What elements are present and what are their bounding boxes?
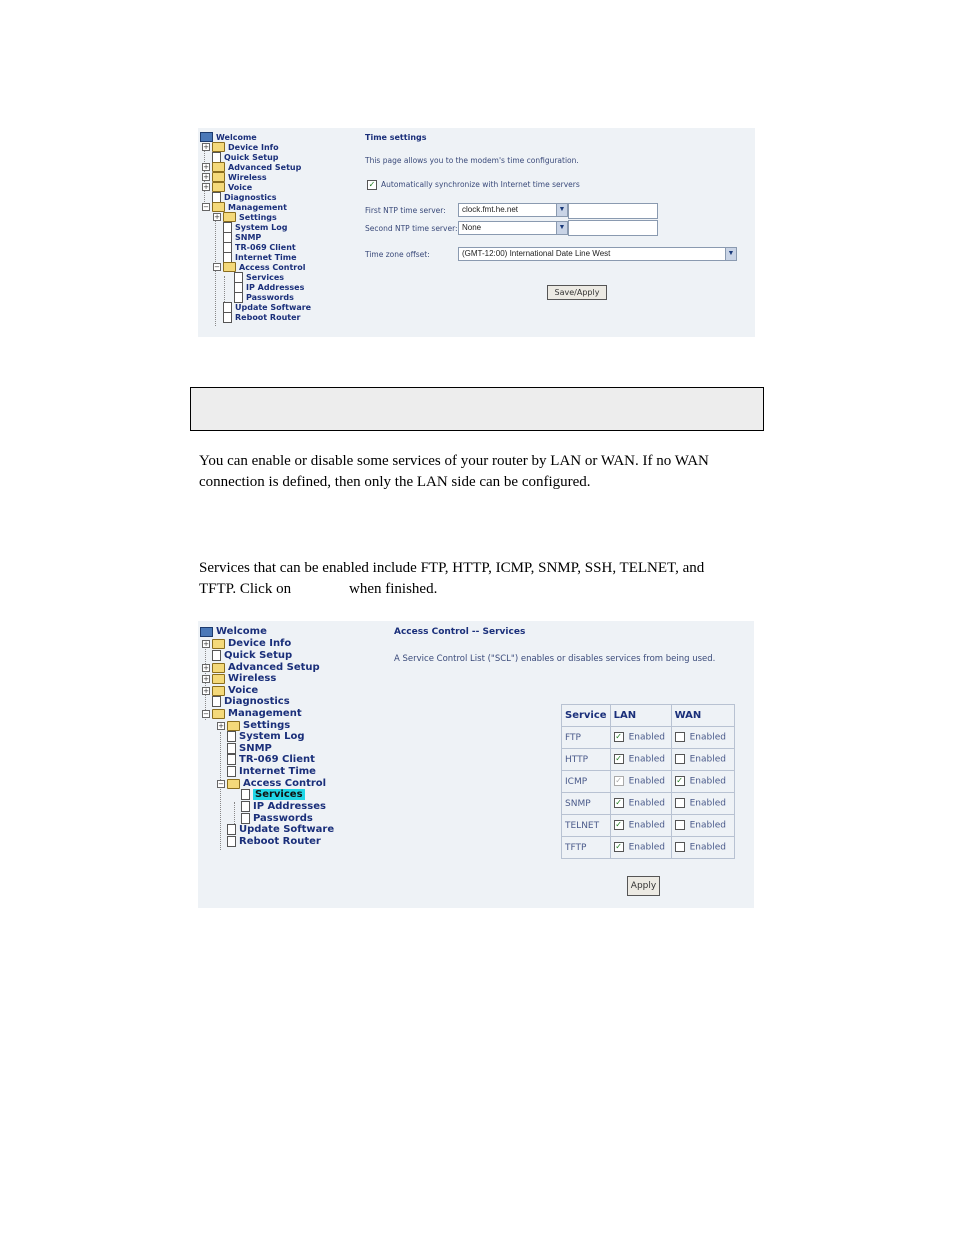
tree-settings[interactable]: + Settings — [218, 720, 291, 731]
tree-wireless[interactable]: + Wireless — [203, 172, 267, 182]
tree-advanced-setup[interactable]: + Advanced Setup — [203, 662, 320, 673]
service-name: ICMP — [562, 771, 611, 793]
open-folder-icon — [223, 262, 236, 272]
collapse-icon[interactable]: − — [218, 779, 224, 788]
timezone-value: (GMT-12:00) International Date Line West — [462, 249, 611, 258]
open-folder-icon — [227, 779, 240, 789]
expand-icon[interactable]: + — [203, 663, 209, 672]
lan-cell — [610, 771, 671, 793]
auto-sync-row[interactable] — [367, 180, 580, 190]
page-icon — [227, 743, 236, 754]
table-row — [562, 815, 735, 837]
tree-device-info[interactable]: + Device Info — [203, 638, 292, 649]
folder-icon — [212, 182, 225, 192]
page-icon — [227, 766, 236, 777]
second-ntp-value: None — [462, 223, 482, 232]
auto-sync-checkbox[interactable]: ✓ — [368, 180, 376, 189]
tree-diagnostics[interactable]: Diagnostics — [202, 696, 290, 707]
enabled-label: Enabled — [628, 732, 665, 743]
expand-icon[interactable]: + — [203, 674, 209, 683]
lan-enabled-checkbox[interactable]: ✓ — [615, 732, 622, 742]
lan-enabled-checkbox[interactable]: ✓ — [615, 798, 622, 808]
expand-icon[interactable]: + — [214, 213, 220, 221]
service-name: TELNET — [562, 815, 611, 837]
wan-cell — [671, 727, 734, 749]
tree-access-control[interactable]: − Access Control — [214, 262, 306, 272]
time-settings-screenshot — [198, 128, 755, 337]
wan-cell — [671, 837, 734, 859]
first-ntp-select[interactable] — [458, 203, 568, 217]
enabled-label: Enabled — [689, 842, 726, 853]
time-settings-title: Time settings — [365, 133, 427, 142]
page-icon — [227, 754, 236, 765]
folder-icon — [212, 142, 225, 152]
enabled-label: Enabled — [628, 776, 665, 787]
wan-cell — [671, 793, 734, 815]
folder-icon — [227, 721, 240, 731]
lan-cell — [610, 815, 671, 837]
expand-icon[interactable]: + — [203, 686, 209, 695]
second-ntp-label: Second NTP time server: — [365, 224, 458, 233]
page-icon — [241, 801, 250, 812]
tree-internet-time[interactable]: Internet Time — [217, 766, 316, 777]
lan-enabled-checkbox[interactable]: ✓ — [615, 842, 622, 852]
tree-welcome[interactable]: Welcome — [200, 132, 257, 142]
tree-diagnostics[interactable]: Diagnostics — [202, 192, 277, 203]
folder-icon — [212, 663, 225, 673]
monitor-icon — [200, 627, 213, 637]
tree-tr069-client[interactable]: TR-069 Client — [217, 754, 315, 765]
tree-system-log[interactable]: System Log — [217, 731, 305, 742]
header-lan: LAN — [610, 705, 671, 727]
header-wan: WAN — [671, 705, 734, 727]
table-row — [562, 771, 735, 793]
tree-welcome[interactable]: Welcome — [200, 626, 267, 637]
page-icon — [212, 650, 221, 661]
page-icon — [241, 789, 250, 800]
services-line-2b: when finished. — [349, 581, 438, 597]
second-ntp-select[interactable] — [458, 221, 568, 235]
tree-snmp[interactable]: SNMP — [217, 743, 272, 754]
tree-passwords[interactable]: Passwords — [231, 813, 313, 824]
service-name: FTP — [562, 727, 611, 749]
wan-enabled-checkbox[interactable] — [675, 820, 685, 830]
service-name: HTTP — [562, 749, 611, 771]
page-icon — [212, 696, 221, 707]
enabled-label: Enabled — [689, 820, 726, 831]
folder-icon — [212, 639, 225, 649]
tree-reboot-router[interactable]: Reboot Router — [213, 312, 300, 323]
enabled-label: Enabled — [628, 820, 665, 831]
time-settings-description: This page allows you to the modem's time configuration. — [365, 156, 579, 165]
tree-advanced-setup[interactable]: + Advanced Setup — [203, 162, 302, 172]
header-service: Service — [562, 705, 611, 727]
wan-enabled-checkbox[interactable] — [675, 798, 685, 808]
enabled-label: Enabled — [689, 776, 726, 787]
collapse-icon[interactable]: − — [203, 203, 209, 211]
folder-icon — [212, 674, 225, 684]
tree-settings[interactable]: + Settings — [214, 212, 277, 222]
tree-quick-setup[interactable]: Quick Setup — [202, 152, 279, 163]
tree-update-software[interactable]: Update Software — [217, 824, 334, 835]
intro-line-1: You can enable or disable some services of your router by LAN or WAN. If no WAN — [199, 453, 709, 469]
expand-icon[interactable]: + — [218, 721, 224, 730]
first-ntp-label: First NTP time server: — [365, 206, 446, 215]
page-icon — [241, 813, 250, 824]
timezone-label: Time zone offset: — [365, 250, 430, 259]
lan-cell — [610, 749, 671, 771]
lan-cell — [610, 793, 671, 815]
tree-voice[interactable]: + Voice — [203, 182, 253, 192]
services-line-2a: TFTP. Click on — [199, 581, 292, 597]
expand-icon[interactable]: + — [203, 639, 209, 648]
chevron-down-icon: ▼ — [556, 204, 567, 216]
services-screenshot — [198, 621, 754, 908]
tree-device-info[interactable]: + Device Info — [203, 142, 279, 152]
services-table — [561, 704, 735, 859]
tree-voice[interactable]: + Voice — [203, 685, 259, 696]
tree-management[interactable]: − Management — [203, 708, 302, 719]
save-apply-button[interactable]: Save/Apply — [547, 285, 607, 300]
wan-enabled-checkbox[interactable] — [675, 842, 685, 852]
tree-ip-addresses[interactable]: IP Addresses — [231, 801, 326, 812]
apply-button[interactable]: Apply — [627, 876, 660, 896]
folder-icon — [212, 172, 225, 182]
folder-icon — [212, 162, 225, 172]
expand-icon[interactable]: + — [203, 143, 209, 151]
wan-enabled-checkbox[interactable] — [675, 732, 685, 742]
tree-snmp[interactable]: SNMP — [213, 232, 261, 243]
services-paragraph — [199, 558, 769, 600]
collapse-icon[interactable]: − — [214, 263, 220, 271]
tree-internet-time[interactable]: Internet Time — [213, 252, 297, 263]
lan-enabled-checkbox[interactable]: ✓ — [615, 754, 622, 764]
auto-sync-label: Automatically synchronize with Internet time servers — [381, 180, 580, 189]
tree-services[interactable] — [231, 789, 305, 800]
tree-access-control[interactable]: − Access Control — [218, 778, 327, 789]
section-heading-box — [190, 387, 764, 431]
tree-reboot-router[interactable]: Reboot Router — [217, 836, 321, 847]
expand-icon[interactable]: + — [203, 163, 209, 171]
first-ntp-value: clock.fmt.he.net — [462, 205, 519, 214]
wan-cell — [671, 749, 734, 771]
table-row — [562, 749, 735, 771]
enabled-label: Enabled — [628, 842, 665, 853]
second-ntp-other-input[interactable] — [568, 220, 658, 236]
tree-update-software[interactable]: Update Software — [213, 302, 311, 313]
enabled-label: Enabled — [628, 754, 665, 765]
wan-enabled-checkbox[interactable]: ✓ — [676, 776, 683, 786]
lan-enabled-checkbox: ✓ — [615, 776, 622, 786]
tree-passwords[interactable]: Passwords — [224, 292, 294, 303]
page-icon — [223, 312, 232, 323]
tree-management[interactable]: − Management — [203, 202, 287, 212]
tree-wireless[interactable]: + Wireless — [203, 673, 277, 684]
lan-enabled-checkbox[interactable]: ✓ — [615, 820, 622, 830]
first-ntp-other-input[interactable] — [568, 203, 658, 219]
open-folder-icon — [212, 202, 225, 212]
table-row — [562, 837, 735, 859]
tree-system-log[interactable]: System Log — [213, 222, 287, 233]
page-icon — [227, 836, 236, 847]
page-icon — [227, 824, 236, 835]
enabled-label: Enabled — [689, 754, 726, 765]
tree-services[interactable]: Services — [224, 272, 284, 283]
services-line-1: Services that can be enabled include FTP, HTTP, ICMP, SNMP, SSH, TELNET, and — [199, 560, 705, 576]
tree-tr069-client[interactable]: TR-069 Client — [213, 242, 296, 253]
expand-icon[interactable]: + — [203, 173, 209, 181]
page-icon — [227, 731, 236, 742]
lan-cell — [610, 727, 671, 749]
tree-quick-setup[interactable]: Quick Setup — [202, 650, 292, 661]
services-title: Access Control -- Services — [394, 627, 526, 637]
table-row — [562, 793, 735, 815]
enabled-label: Enabled — [689, 732, 726, 743]
chevron-down-icon: ▼ — [556, 222, 567, 234]
services-description: A Service Control List ("SCL") enables or disables services from being used. — [394, 654, 716, 664]
tree-ip-addresses[interactable]: IP Addresses — [224, 282, 304, 293]
collapse-icon[interactable]: − — [203, 709, 209, 718]
wan-enabled-checkbox[interactable] — [675, 754, 685, 764]
service-name: TFTP — [562, 837, 611, 859]
folder-icon — [223, 212, 236, 222]
wan-cell — [671, 815, 734, 837]
lan-cell — [610, 837, 671, 859]
service-name: SNMP — [562, 793, 611, 815]
monitor-icon — [200, 132, 213, 142]
services-table-header — [562, 705, 735, 727]
wan-cell — [671, 771, 734, 793]
enabled-label: Enabled — [628, 798, 665, 809]
selected-tree-label: Services — [255, 789, 303, 800]
folder-icon — [212, 686, 225, 696]
table-row — [562, 727, 735, 749]
intro-line-2: connection is defined, then only the LAN side can be configured. — [199, 474, 591, 490]
timezone-select[interactable] — [458, 247, 737, 261]
enabled-label: Enabled — [689, 798, 726, 809]
intro-paragraph — [199, 451, 769, 493]
chevron-down-icon: ▼ — [725, 248, 736, 260]
open-folder-icon — [212, 709, 225, 719]
expand-icon[interactable]: + — [203, 183, 209, 191]
